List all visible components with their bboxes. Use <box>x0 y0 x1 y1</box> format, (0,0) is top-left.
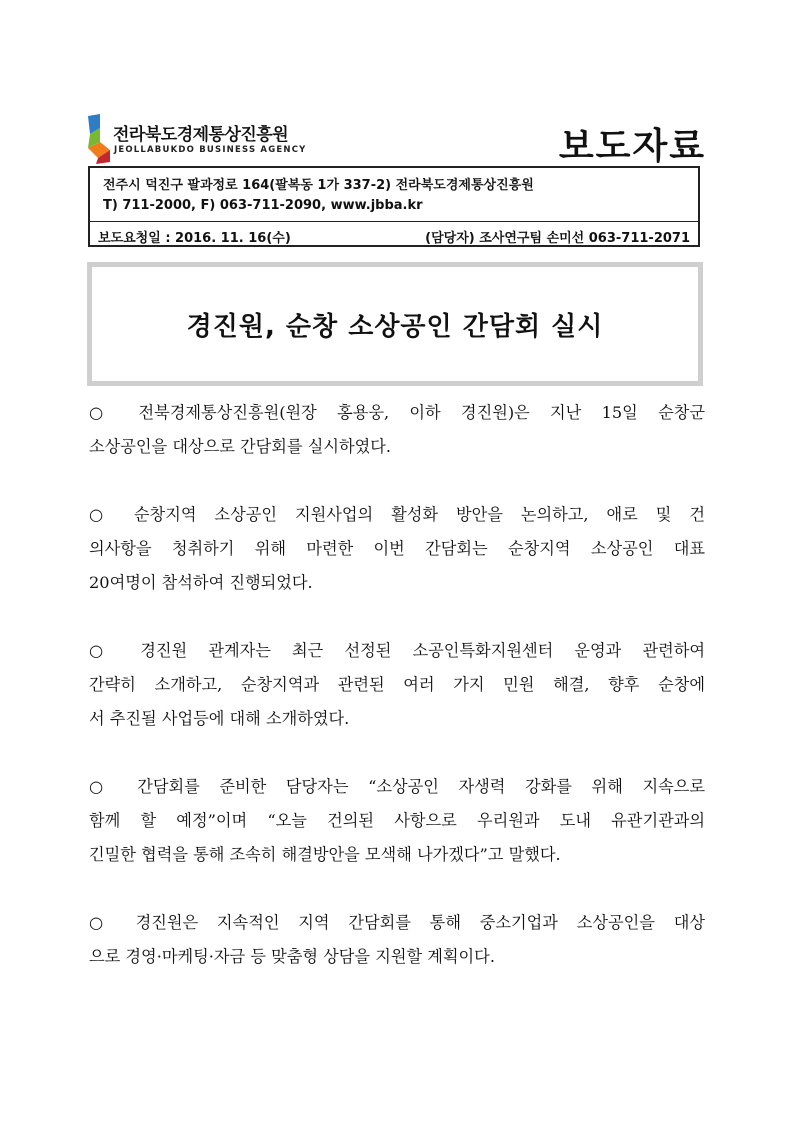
document-header <box>86 114 706 166</box>
agency-name-korean: 전라북도경제통상진흥원 <box>113 125 289 145</box>
release-info-section <box>90 222 698 247</box>
contact-info-box <box>88 166 700 247</box>
paragraph-line: 서 추진될 사업등에 대해 소개하였다. <box>89 709 350 728</box>
paragraph <box>89 770 705 872</box>
person-in-charge: (담당자) 조사연구팀 손미선 063-711-2071 <box>425 231 690 246</box>
address-section <box>90 168 698 222</box>
paragraph-line: 20여명이 참석하여 진행되었다. <box>89 573 313 592</box>
phone-fax-web-line: T) 711-2000, F) 063-711-2090, www.jbba.kr <box>103 198 423 213</box>
agency-name-english: JEOLLABUKDO BUSINESS AGENCY <box>114 145 307 155</box>
paragraph-line: ○ 간담회를 준비한 담당자는 “소상공인 자생력 강화를 위해 지속으로 <box>89 777 705 796</box>
paragraph-line: 긴밀한 협력을 통해 조속히 해결방안을 모색해 나가겠다”고 말했다. <box>89 845 561 864</box>
headline: 경진원, 순창 소상공인 간담회 실시 <box>186 311 604 342</box>
document-type-title: 보도자료 <box>558 126 706 167</box>
paragraph-line: ○ 순창지역 소상공인 지원사업의 활성화 방안을 논의하고, 애로 및 건 <box>89 505 705 524</box>
paragraph-line: ○ 전북경제통상진흥원(원장 홍용웅, 이하 경진원)은 지난 15일 순창군 <box>89 403 705 422</box>
paragraph <box>89 906 705 974</box>
paragraph-line: ○ 경진원 관계자는 최근 선정된 소공인특화지원센터 운영과 관련하여 <box>89 641 705 660</box>
paragraph-line: 함께 할 예정”이며 “오늘 건의된 사항으로 우리원과 도내 유관기관과의 <box>89 811 705 830</box>
paragraph-line: 소상공인을 대상으로 간담회를 실시하였다. <box>89 437 392 456</box>
paragraph <box>89 634 705 736</box>
release-request-date: 보도요청일 : 2016. 11. 16(수) <box>98 231 291 246</box>
headline-box <box>87 262 703 386</box>
address-line: 전주시 덕진구 팔과정로 164(팔복동 1가 337-2) 전라북도경제통상진흥원 <box>103 178 534 193</box>
paragraph-line: 으로 경영·마케팅·자금 등 맞춤형 상담을 지원할 계획이다. <box>89 947 495 966</box>
agency-logo <box>86 114 386 164</box>
paragraph-line: 의사항을 청취하기 위해 마련한 이번 간담회는 순창지역 소상공인 대표 <box>89 539 705 558</box>
agency-logo-mark-icon <box>86 114 112 164</box>
paragraph <box>89 498 705 600</box>
paragraph <box>89 396 705 464</box>
paragraph-line: 간략히 소개하고, 순창지역과 관련된 여러 가지 민원 해결, 향후 순창에 <box>89 675 705 694</box>
article-body <box>89 396 705 1008</box>
paragraph-line: ○ 경진원은 지속적인 지역 간담회를 통해 중소기업과 소상공인을 대상 <box>89 913 705 932</box>
